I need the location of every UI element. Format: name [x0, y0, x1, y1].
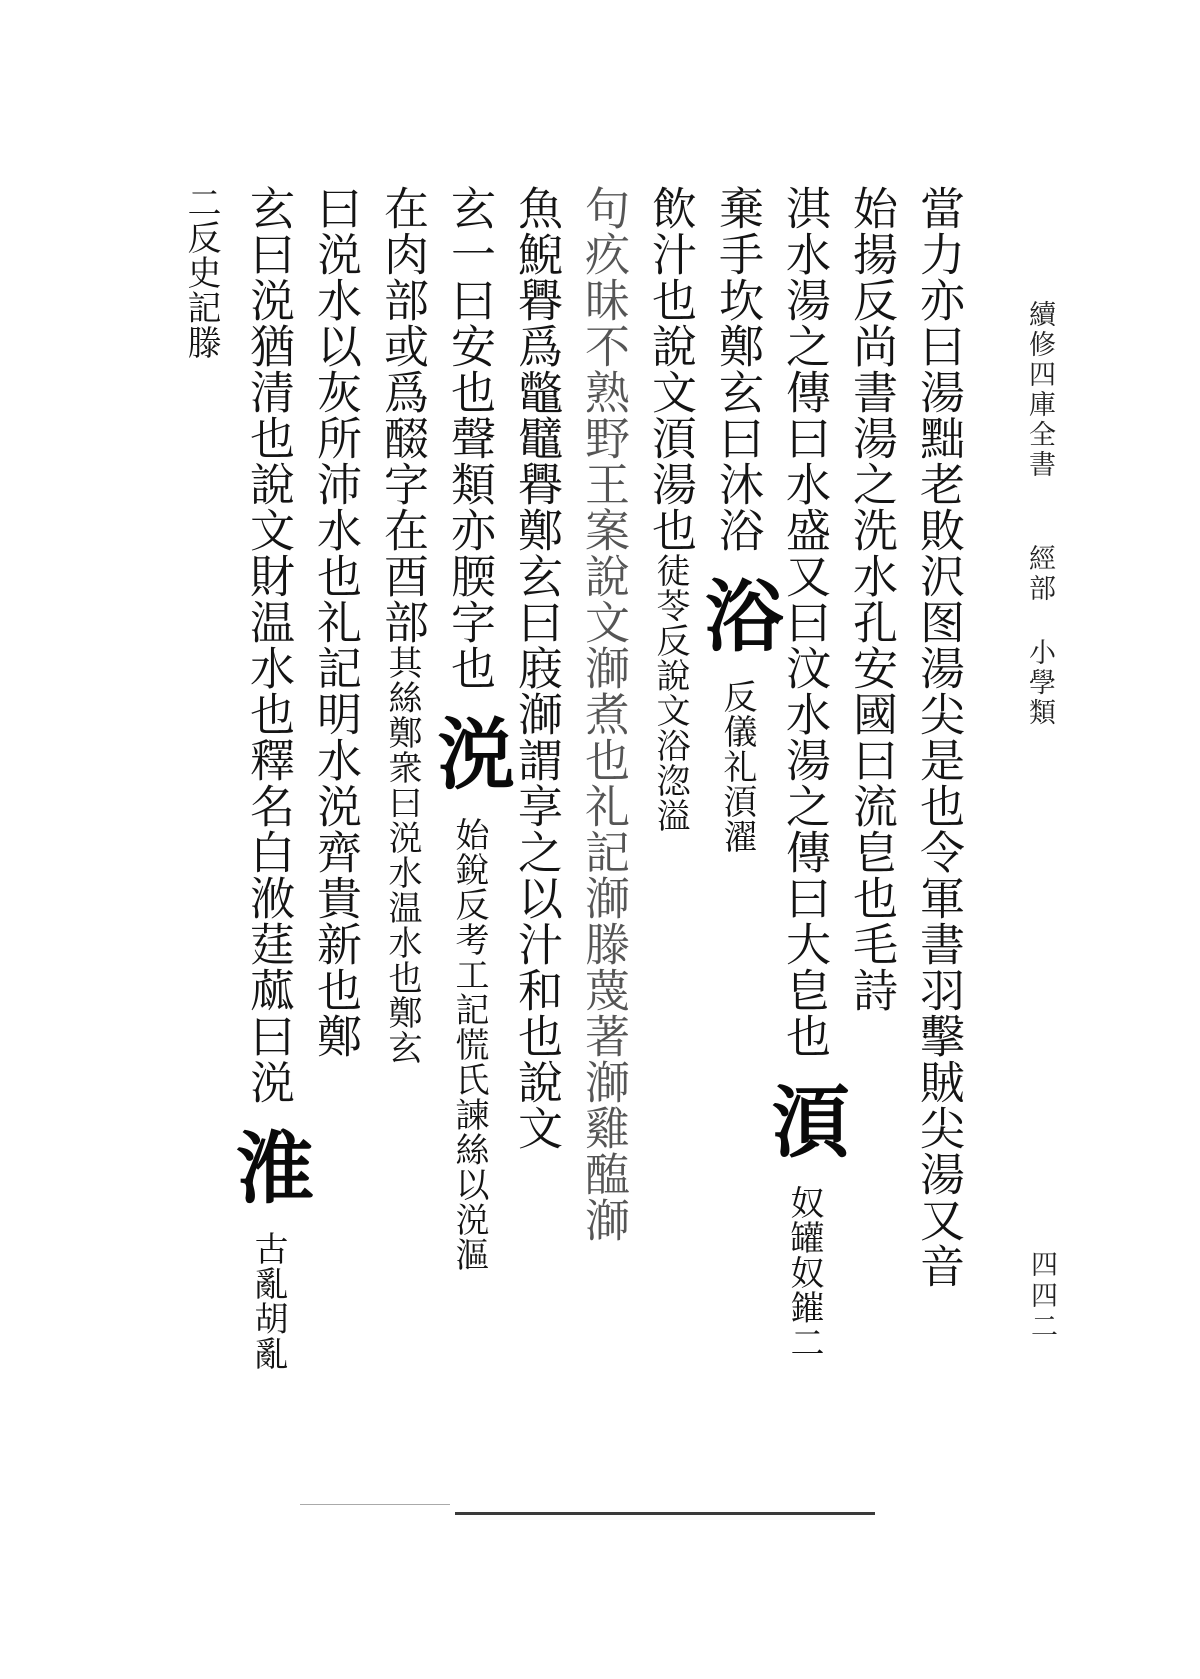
headword: 湏 [759, 1081, 850, 1159]
body-text: 在肉部或爲醊字在酉部 [376, 185, 429, 645]
annotation-text: 奴罐奴鏙二 [784, 1185, 824, 1360]
body-text: 飲汁也說文湏湯也 [644, 185, 697, 553]
running-head [1020, 300, 1059, 780]
annotation-text: 二反史記滕 [181, 185, 221, 360]
headword: 涚 [424, 713, 515, 791]
text-column [424, 185, 515, 1485]
scan-artifact-line [300, 1504, 450, 1505]
text-column [169, 185, 233, 1485]
text-column [303, 185, 367, 1485]
annotation-text: 始銳反考工記慌氏諫絲以涚漚 [449, 817, 489, 1272]
book-title: 續修四庫全書 [1024, 300, 1055, 480]
text-columns [150, 185, 970, 1485]
body-text: 棄手坎鄭玄曰沐浴 [711, 185, 764, 553]
body-text: 曰涚水以灰所沛水也礼記明水涚齊貴新也鄭 [309, 185, 362, 1059]
annotation-text: 反儀礼湏濯 [717, 679, 757, 854]
section-label: 經部 [1024, 544, 1055, 604]
annotation-text: 其絲鄭衆曰涚水温水也鄭玄 [382, 645, 422, 1065]
annotation-text: 徒苓反說文浴淴溢 [650, 553, 690, 833]
body-text: 淇水湯之傳曰水盛又曰汶水湯之傳曰大皀也 [778, 185, 831, 1059]
category-label: 小學類 [1024, 638, 1055, 728]
body-text: 始揚反尚書湯之洗水孔安國曰流皀也毛詩 [845, 185, 898, 1013]
text-column [370, 185, 434, 1485]
scan-artifact-line [455, 1512, 875, 1515]
body-text: 玄曰涚猶清也說文財温水也釋名白浟莛蓏曰涚 [242, 185, 295, 1105]
text-column [759, 185, 850, 1485]
text-column [571, 185, 635, 1485]
headword: 浴 [692, 575, 783, 653]
body-text: 當力亦曰湯黜老敗沢图湯尖是也令軍書羽擊賊尖湯又音 [912, 185, 965, 1289]
headword: 淮 [223, 1127, 314, 1205]
body-text: 魚鯢臖爲鼈鼊臖鄭玄曰庪溮謂享之以汁和也說文 [510, 185, 563, 1151]
text-column [839, 185, 903, 1485]
page-number: 四四二 [1026, 1250, 1057, 1343]
text-column [223, 185, 314, 1485]
body-text: 玄一曰安也聲類亦腝字也 [443, 185, 496, 691]
text-column [504, 185, 568, 1485]
text-column [692, 185, 783, 1485]
body-text: 句疚昧不熟野王案說文溮煮也礼記溮滕蔑著溮雞醢溮 [577, 185, 630, 1243]
text-column [638, 185, 702, 1485]
annotation-text: 古亂胡亂 [248, 1231, 288, 1371]
text-column [906, 185, 970, 1485]
